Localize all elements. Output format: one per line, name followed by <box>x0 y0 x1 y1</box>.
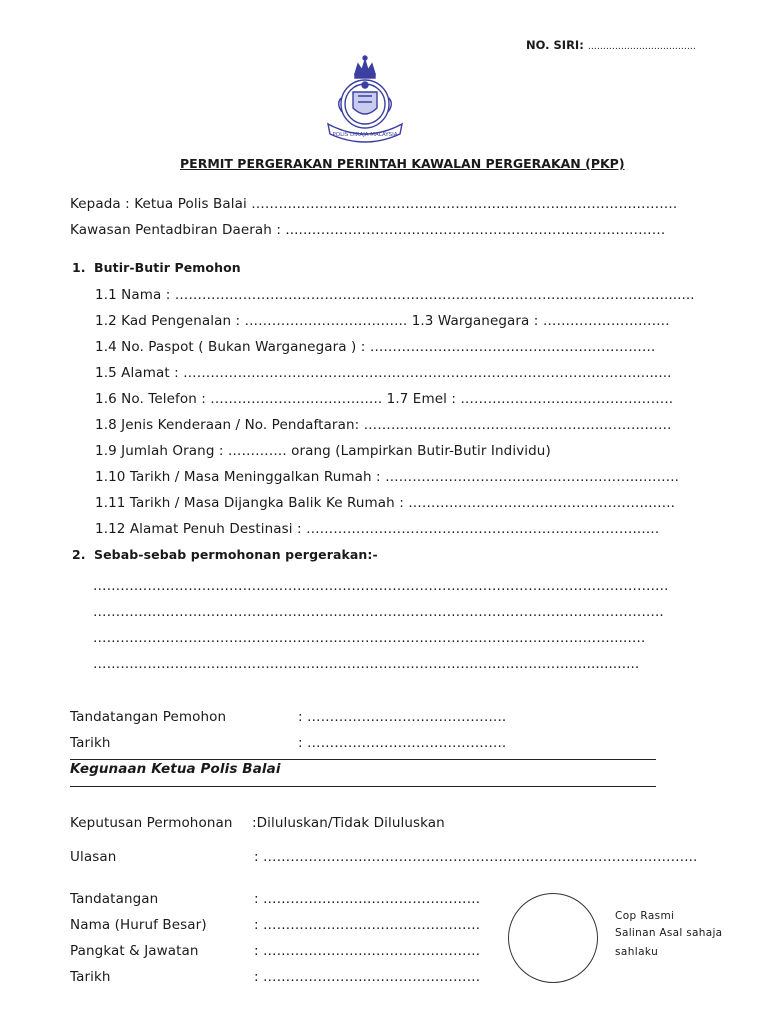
officer-name-field: : …………………...…………………… <box>254 917 481 933</box>
reason-line: ……………………………………………………………………………………………………….…….. <box>93 604 664 620</box>
field-kenderaan: 1.8 Jenis Kenderaan / No. Pendaftaran: ……………………………………………..…………… <box>95 417 672 433</box>
divider-top <box>70 759 656 760</box>
field-destinasi: 1.12 Alamat Penuh Destinasi : ………………………………………………………………..…. <box>95 521 660 537</box>
official-stamp-circle <box>508 893 598 983</box>
district-line: Kawasan Pentadbiran Daerah : ......…………………………………………………………………… <box>70 222 666 238</box>
section2-heading: Sebab-sebab permohonan pergerakan:- <box>94 547 378 562</box>
field-telefon: 1.6 No. Telefon : ……………………………….. 1.7 Emel : ……………………………………….. <box>95 391 674 407</box>
field-jumlah-orang: 1.9 Jumlah Orang : …………. orang (Lampirkan Butir-Butir Individu) <box>95 443 551 459</box>
serial-number-label: NO. SIRI: <box>526 38 584 52</box>
decision-label: Keputusan Permohonan <box>70 815 233 831</box>
reason-line: ……………………………………………………………………………………………................ <box>93 656 640 672</box>
section2-number: 2. <box>72 547 86 562</box>
field-alamat: 1.5 Alamat : ………………………………………………………………………………………......... <box>95 365 672 381</box>
section1-number: 1. <box>72 260 86 275</box>
document-title: PERMIT PERGERAKAN PERINTAH KAWALAN PERGERAKAN (PKP) <box>180 156 625 171</box>
logo-banner-text: POLIS DIRAJA MALAYSIA <box>332 132 398 138</box>
field-masa-balik: 1.11 Tarikh / Masa Dijangka Balik Ke Rumah : ……………………………………………...….. <box>95 495 676 511</box>
serial-number-dots: ……………………………… <box>587 42 696 52</box>
officer-date-field: : …………………...…………………… <box>254 969 481 985</box>
decision-value: :Diluluskan/Tidak Diluluskan <box>252 815 445 831</box>
officer-date-label: Tarikh <box>70 969 111 985</box>
officer-name-label: Nama (Huruf Besar) <box>70 917 207 933</box>
section1-heading: Butir-Butir Pemohon <box>94 260 241 275</box>
applicant-signature-label: Tandatangan Pemohon <box>70 709 227 725</box>
recipient-line: Kepada : Ketua Polis Balai …………………………………………………………………………………. <box>70 196 678 212</box>
field-kad-pengenalan: 1.2 Kad Pengenalan : ……………………………... 1.3 Warganegara : ………………………. <box>95 313 670 329</box>
officer-rank-field: : …………………...…………………… <box>254 943 481 959</box>
officer-section-heading: Kegunaan Ketua Polis Balai <box>70 761 281 777</box>
officer-signature-field: : …………………...…………………… <box>254 891 481 907</box>
applicant-date-label: Tarikh <box>70 735 111 751</box>
divider-bottom <box>70 786 656 787</box>
field-masa-keluar: 1.10 Tarikh / Masa Meninggalkan Rumah : ………………………………………………...…….. <box>95 469 680 485</box>
police-crest-logo <box>320 52 410 144</box>
reason-line: …………………………………………………………………………………………………………….… <box>93 578 669 594</box>
officer-signature-label: Tandatangan <box>70 891 159 907</box>
field-nama: 1.1 Nama : …………………………………………………………………………………………….......... <box>95 287 695 303</box>
stamp-note-line3: sahlaku <box>615 946 659 958</box>
applicant-signature-field: : …………………………………….. <box>298 709 507 725</box>
reason-line: ……………………………………………………………………………………………………....…. <box>93 630 646 646</box>
remarks-field: : …………………...……………………………………………………………... <box>254 849 698 865</box>
officer-rank-label: Pangkat & Jawatan <box>70 943 199 959</box>
field-paspot: 1.4 No. Paspot ( Bukan Warganegara ) : ……………………………………………………… <box>95 339 656 355</box>
stamp-note-line1: Cop Rasmi <box>615 910 675 922</box>
applicant-date-field: : …………………………………….. <box>298 735 507 751</box>
stamp-note-line2: Salinan Asal sahaja <box>615 927 723 939</box>
serial-number <box>526 38 696 52</box>
remarks-label: Ulasan <box>70 849 117 865</box>
